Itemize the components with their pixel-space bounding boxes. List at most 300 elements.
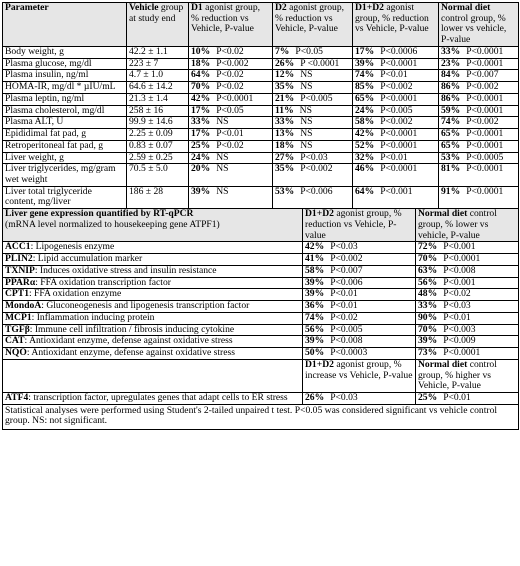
gene-expression-table (2, 208, 519, 430)
p-value: P<0.0001 (380, 163, 418, 175)
percent-value: 56% (418, 276, 438, 288)
parameter-label: Plasma cholesterol, mg/dl (5, 104, 105, 116)
p-value: P<0.006 (330, 276, 363, 288)
p-value: P<0.008 (443, 264, 476, 276)
gene-normal-cell (416, 336, 519, 348)
vehicle-cell (127, 58, 189, 70)
percent-value: 46% (355, 163, 375, 175)
gene-header-d1d2: D1+D2 agonist group, % reduction vs Vehicle, P-value (303, 209, 416, 242)
p-value: P<0.0001 (380, 57, 418, 69)
percent-value: 86% (441, 92, 461, 104)
gene-description: : Inflammation inducing protein (31, 311, 155, 323)
percent-value: 72% (418, 241, 438, 253)
percent-value: 39% (191, 185, 211, 197)
p-value: P<0.005 (380, 104, 413, 116)
header-d2: D2 agonist group, % reduction vs Vehicle, P-value (273, 3, 353, 47)
table-row (3, 93, 519, 105)
percent-value: 39% (418, 335, 438, 347)
vehicle-cell (127, 140, 189, 152)
percent-value: 52% (355, 139, 375, 151)
p-value: P<0.01 (216, 128, 244, 140)
percent-value: 74% (355, 69, 375, 81)
vehicle-value: 21.3 ± 1.4 (129, 92, 168, 104)
normal-cell (439, 186, 519, 208)
parameter-label: Retroperitoneal fat pad, g (5, 139, 104, 151)
gene-row (3, 336, 519, 348)
p-value: P<0.0003 (330, 347, 368, 359)
gene-row (3, 312, 519, 324)
percent-value: 42% (355, 128, 375, 140)
percent-value: 70% (191, 81, 211, 93)
vehicle-value: 258 ± 16 (129, 104, 164, 116)
gene-cell (3, 242, 303, 254)
normal-cell (439, 152, 519, 164)
p-value: P<0.006 (300, 185, 333, 197)
table-row (3, 82, 519, 94)
parameter-label: Plasma leptin, ng/ml (5, 92, 85, 104)
d1-cell (189, 46, 273, 58)
gene-d1d2-cell (303, 265, 416, 277)
gene-header-normal-diet: Normal diet control group, % lower vs vehicle, P-value (416, 209, 519, 242)
p-value: P<0.01 (443, 311, 471, 323)
table-header-row (3, 3, 519, 47)
percent-value: 74% (305, 311, 325, 323)
p-value: P<0.007 (330, 264, 363, 276)
gene-description: : FFA oxidation transcription factor (35, 276, 171, 288)
p-value: P<0.002 (466, 81, 499, 93)
parameter-cell (3, 152, 127, 164)
gene-normal-cell (416, 265, 519, 277)
table-row (3, 129, 519, 141)
gene-d1d2-cell (303, 289, 416, 301)
parameter-cell (3, 93, 127, 105)
vehicle-cell (127, 152, 189, 164)
percent-value: 41% (305, 253, 325, 265)
p-value: P<0.0006 (380, 45, 418, 57)
atf4-d1d2-cell: 26% P<0.03 (303, 392, 416, 404)
percent-value: 91% (441, 185, 461, 197)
gene-d1d2-cell (303, 348, 416, 360)
percent-value: 70% (418, 323, 438, 335)
parameter-label: Plasma ALT, U (5, 116, 64, 128)
p-value: P<0.002 (380, 116, 413, 128)
d1d2-cell (353, 82, 439, 94)
gene-row (3, 254, 519, 266)
p-value: P<0.01 (330, 288, 358, 300)
percent-value: 7% (275, 45, 290, 57)
gene-normal-cell (416, 348, 519, 360)
increase-header-normal-diet: Normal diet control group, % higher vs Vehicle, P-value (416, 359, 519, 392)
parameter-cell (3, 70, 127, 82)
gene-normal-cell (416, 301, 519, 313)
gene-name: MCP1 (5, 311, 32, 323)
vehicle-value: 99.9 ± 14.6 (129, 116, 173, 128)
gene-d1d2-cell (303, 277, 416, 289)
metabolic-parameters-table (2, 2, 519, 209)
percent-value: 81% (441, 163, 461, 175)
vehicle-value: 223 ± 7 (129, 57, 159, 69)
gene-description: : Lipogenesis enzyme (30, 241, 115, 253)
percent-value: 33% (418, 300, 438, 312)
p-value: P<0.002 (466, 116, 499, 128)
gene-row (3, 265, 519, 277)
percent-value: 21% (275, 92, 295, 104)
percent-value: 65% (355, 92, 375, 104)
p-value: NS (300, 116, 313, 128)
gene-row (3, 289, 519, 301)
normal-cell (439, 82, 519, 94)
gene-name: TXNIP (5, 264, 35, 276)
gene-normal-cell (416, 242, 519, 254)
table-row (3, 164, 519, 186)
normal-cell (439, 140, 519, 152)
vehicle-cell (127, 82, 189, 94)
gene-d1d2-cell (303, 336, 416, 348)
p-value: P<0.03 (330, 241, 358, 253)
d1-cell (189, 186, 273, 208)
percent-value: 84% (441, 69, 461, 81)
footnote: Statistical analyses were performed using Student's 2-tailed unpaired t test. P<0.05 was considered significant vs vehicle control group. NS: not significant. (3, 404, 519, 429)
p-value: P<0.002 (380, 81, 413, 93)
atf4-gene-cell: ATF4: transcription factor, upregulates genes that adapt cells to ER stress (3, 392, 303, 404)
d2-cell (273, 186, 353, 208)
increase-header-blank (3, 359, 303, 392)
parameter-label: HOMA-IR, mg/dl * µIU/mL (5, 81, 116, 93)
percent-value: 18% (275, 139, 295, 151)
d2-cell (273, 58, 353, 70)
p-value: P<0.0001 (380, 92, 418, 104)
vehicle-value: 186 ± 28 (129, 185, 164, 197)
gene-d1d2-cell (303, 312, 416, 324)
vehicle-cell (127, 129, 189, 141)
gene-cell (3, 265, 303, 277)
parameter-cell (3, 140, 127, 152)
p-value: P<0.009 (443, 335, 476, 347)
p-value: P<0.0001 (466, 92, 504, 104)
percent-value: 33% (191, 116, 211, 128)
gene-cell (3, 301, 303, 313)
increase-header-d1d2: D1+D2 agonist group, % increase vs Vehicle, P-value (303, 359, 416, 392)
gene-name: NQO (5, 347, 27, 359)
p-value: P<0.0001 (380, 139, 418, 151)
percent-value: 73% (418, 347, 438, 359)
percent-value: 64% (191, 69, 211, 81)
p-value: NS (216, 116, 229, 128)
p-value: P<0.005 (330, 323, 363, 335)
vehicle-value: 42.2 ± 1.1 (129, 45, 168, 57)
percent-value: 25% (191, 139, 211, 151)
p-value: P<0.02 (216, 69, 244, 81)
gene-normal-cell (416, 324, 519, 336)
p-value: P<0.01 (380, 69, 408, 81)
gene-name: MondoA (5, 300, 42, 312)
p-value: P<0.02 (216, 45, 244, 57)
percent-value: 17% (355, 45, 375, 57)
p-value: NS (300, 128, 313, 140)
p-value: P<0.0005 (466, 151, 504, 163)
p-value: P<0.002 (216, 57, 249, 69)
header-d1: D1 agonist group, % reduction vs Vehicle, P-value (189, 3, 273, 47)
p-value: NS (299, 104, 312, 116)
d1d2-cell (353, 140, 439, 152)
percent-value: 26% (275, 57, 295, 69)
percent-value: 33% (275, 116, 295, 128)
parameter-cell (3, 58, 127, 70)
percent-value: 17% (191, 128, 211, 140)
p-value: P<0.0001 (466, 45, 504, 57)
d2-cell (273, 129, 353, 141)
percent-value: 59% (441, 104, 461, 116)
increase-header-row (3, 359, 519, 392)
p-value: P<0.03 (300, 151, 328, 163)
percent-value: 70% (418, 253, 438, 265)
d2-cell (273, 82, 353, 94)
percent-value: 63% (418, 264, 438, 276)
percent-value: 23% (441, 57, 461, 69)
vehicle-value: 64.6 ± 14.2 (129, 81, 173, 93)
gene-d1d2-cell (303, 254, 416, 266)
table-row (3, 70, 519, 82)
gene-description: : Immune cell infiltration / fibrosis inducing cytokine (29, 323, 235, 335)
d1-cell (189, 93, 273, 105)
gene-description: : Induces oxidative stress and insulin resistance (34, 264, 217, 276)
gene-normal-cell (416, 289, 519, 301)
parameter-label: Epididimal fat pad, g (5, 128, 86, 140)
p-value: P<0.003 (443, 323, 476, 335)
p-value: NS (216, 151, 229, 163)
d1-cell (189, 82, 273, 94)
gene-cell (3, 324, 303, 336)
d2-cell (273, 105, 353, 117)
d2-cell (273, 93, 353, 105)
table-row (3, 186, 519, 208)
d1-cell (189, 105, 273, 117)
d2-cell (273, 70, 353, 82)
d1-cell (189, 117, 273, 129)
p-value: P<0.001 (380, 185, 413, 197)
p-value: P<0.05 (216, 104, 244, 116)
gene-d1d2-cell (303, 301, 416, 313)
p-value: NS (216, 163, 229, 175)
d1-cell (189, 58, 273, 70)
d1d2-cell (353, 152, 439, 164)
header-d1d2: D1+D2 agonist group, % reduction vs Vehicle, P-value (353, 3, 439, 47)
p-value: P<0.0001 (466, 57, 504, 69)
percent-value: 65% (441, 139, 461, 151)
gene-name: TGFβ (5, 323, 30, 335)
p-value: P<0.02 (443, 288, 471, 300)
vehicle-cell (127, 105, 189, 117)
vehicle-cell (127, 117, 189, 129)
d1-cell (189, 164, 273, 186)
normal-cell (439, 117, 519, 129)
p-value: P<0.0001 (380, 128, 418, 140)
table-row (3, 117, 519, 129)
normal-cell (439, 46, 519, 58)
percent-value: 13% (275, 128, 295, 140)
p-value: P<0.0001 (443, 347, 481, 359)
p-value: P<0.02 (216, 139, 244, 151)
percent-value: 58% (355, 116, 375, 128)
atf4-row (3, 392, 519, 404)
vehicle-cell (127, 186, 189, 208)
d1d2-cell (353, 105, 439, 117)
parameter-label: Body weight, g (5, 45, 64, 57)
d1-cell (189, 129, 273, 141)
parameter-cell (3, 186, 127, 208)
percent-value: 90% (418, 311, 438, 323)
p-value: P<0.02 (330, 311, 358, 323)
percent-value: 24% (355, 104, 375, 116)
table-row (3, 152, 519, 164)
percent-value: 39% (305, 288, 325, 300)
p-value: P<0.0001 (466, 163, 504, 175)
p-value: P<0.001 (443, 241, 476, 253)
percent-value: 74% (441, 116, 461, 128)
d1d2-cell (353, 186, 439, 208)
footnote-row (3, 404, 519, 429)
gene-cell (3, 348, 303, 360)
vehicle-cell (127, 164, 189, 186)
percent-value: 39% (305, 335, 325, 347)
d1-cell (189, 140, 273, 152)
percent-value: 10% (191, 45, 211, 57)
gene-name: CAT (5, 335, 25, 347)
percent-value: 65% (441, 128, 461, 140)
gene-description: : FFA oxidation enzyme (28, 288, 122, 300)
parameter-label: Liver total triglyceride content, mg/liver (5, 185, 92, 208)
vehicle-value: 4.7 ± 1.0 (129, 69, 164, 81)
normal-cell (439, 105, 519, 117)
gene-name: PPARα (5, 276, 36, 288)
d1-cell (189, 70, 273, 82)
d1d2-cell (353, 164, 439, 186)
d1d2-cell (353, 93, 439, 105)
gene-cell (3, 277, 303, 289)
d1d2-cell (353, 46, 439, 58)
p-value: P<0.0001 (443, 253, 481, 265)
p-value: P<0.008 (330, 335, 363, 347)
results-document (2, 2, 518, 430)
percent-value: 85% (355, 81, 375, 93)
p-value: P<0.0001 (466, 104, 504, 116)
parameter-label: Plasma insulin, ng/ml (5, 69, 89, 81)
gene-table-header-row (3, 209, 519, 242)
gene-description: : Antioxidant enzyme, defense against oxidative stress (24, 335, 233, 347)
d1d2-cell (353, 117, 439, 129)
p-value: NS (216, 185, 229, 197)
table-row (3, 58, 519, 70)
percent-value: 32% (355, 151, 375, 163)
parameter-label: Liver weight, g (5, 151, 64, 163)
d2-cell (273, 46, 353, 58)
vehicle-value: 2.25 ± 0.09 (129, 128, 173, 140)
d1-cell (189, 152, 273, 164)
percent-value: 12% (275, 69, 295, 81)
header-normal-diet: Normal diet control group, % lower vs vehicle, P-value (439, 3, 519, 47)
p-value: P<0.01 (330, 300, 358, 312)
gene-row (3, 242, 519, 254)
p-value: P<0.0001 (466, 139, 504, 151)
gene-description: : Lipid accumulation marker (32, 253, 143, 265)
gene-d1d2-cell (303, 242, 416, 254)
gene-name: CPT1 (5, 288, 29, 300)
gene-cell (3, 289, 303, 301)
vehicle-cell (127, 70, 189, 82)
d2-cell (273, 140, 353, 152)
parameter-cell (3, 82, 127, 94)
p-value: NS (300, 81, 313, 93)
normal-cell (439, 164, 519, 186)
percent-value: 42% (191, 92, 211, 104)
percent-value: 17% (191, 104, 211, 116)
atf4-normal-cell: 25% P<0.01 (416, 392, 519, 404)
table-row (3, 105, 519, 117)
vehicle-cell (127, 93, 189, 105)
percent-value: 39% (355, 57, 375, 69)
p-value: P <0.0001 (300, 57, 340, 69)
gene-name: PLIN2 (5, 253, 33, 265)
gene-row (3, 301, 519, 313)
parameter-cell (3, 117, 127, 129)
gene-table-title: Liver gene expression quantified by RT-qPCR (mRNA level normalized to housekeeping gene ATPF1) (3, 209, 303, 242)
percent-value: 86% (441, 81, 461, 93)
percent-value: 53% (275, 185, 295, 197)
p-value: NS (300, 69, 313, 81)
d2-cell (273, 117, 353, 129)
percent-value: 53% (441, 151, 461, 163)
p-value: P<0.002 (300, 163, 333, 175)
d2-cell (273, 164, 353, 186)
percent-value: 48% (418, 288, 438, 300)
vehicle-value: 70.5 ± 5.0 (129, 163, 168, 175)
p-value: NS (300, 139, 313, 151)
percent-value: 35% (275, 163, 295, 175)
percent-value: 27% (275, 151, 295, 163)
gene-cell (3, 336, 303, 348)
d1d2-cell (353, 58, 439, 70)
p-value: P<0.0001 (216, 92, 254, 104)
gene-row (3, 324, 519, 336)
p-value: P<0.02 (216, 81, 244, 93)
percent-value: 56% (305, 323, 325, 335)
p-value: P<0.0001 (466, 185, 504, 197)
p-value: P<0.01 (380, 151, 408, 163)
parameter-cell (3, 105, 127, 117)
header-vehicle: Vehicle group at study end (127, 3, 189, 47)
percent-value: 64% (355, 185, 375, 197)
gene-normal-cell (416, 277, 519, 289)
p-value: P<0.001 (443, 276, 476, 288)
percent-value: 36% (305, 300, 325, 312)
gene-normal-cell (416, 254, 519, 266)
gene-description: : Antioxidant enzyme, defense against oxidative stress (26, 347, 235, 359)
table-row (3, 140, 519, 152)
parameter-cell (3, 46, 127, 58)
gene-cell (3, 254, 303, 266)
d1d2-cell (353, 129, 439, 141)
percent-value: 35% (275, 81, 295, 93)
vehicle-cell (127, 46, 189, 58)
gene-description: : Gluconeogenesis and lipogenesis transcription factor (41, 300, 250, 312)
p-value: P<0.03 (443, 300, 471, 312)
gene-cell (3, 312, 303, 324)
gene-row (3, 348, 519, 360)
gene-name: ACC1 (5, 241, 31, 253)
parameter-label: Liver triglycerides, mg/gram wet weight (5, 163, 116, 186)
gene-normal-cell (416, 312, 519, 324)
normal-cell (439, 93, 519, 105)
